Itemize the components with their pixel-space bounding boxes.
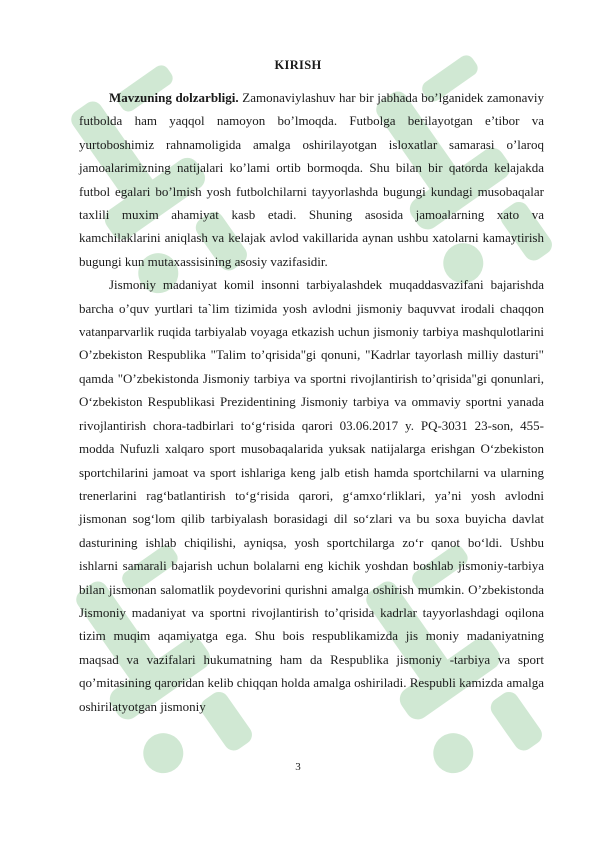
paragraph-physical-culture: Jismoniy madaniyat komil insonni tarbiyalashdek muqaddasvazifani bajarishda barcha o’quv yurtlari ta`lim tizimida yosh avlodni jismoniy baquvvat irodali chaqqon vatanparvarlik ruqida tarbiyalab voyaga etkazish uchun jismoniy tarbiya mashqulotlarini O’zbekiston Respublika "Talim to’qrisida"gi qonuni, "Kadrlar tayorlash milliy dasturi" qamda "O’zbekistonda Jismoniy tarbiya va sportni rivojlantirish to’qrisida"gi qonunlari, O‘zbekiston Respublikasi Prezidentining Jismoniy tarbiya va ommaviy sportni yanada rivojlantirish chora-tadbirlari to‘g‘risida qarori 03.06.2017 y. PQ-3031 23-son, 455- modda Nufuzli xalqaro sport musobaqalarida yuksak natijalarga erishgan O‘zbekiston sportchilarini jamoat va sport ishlariga keng jalb etish hamda sportchilarni va ularning trenerlarini rag‘batlantirish to‘g‘risida qarori, g‘amxo‘rliklari, ya’ni yosh avlodni jismonan sog‘lom qilib tarbiyalash borasidagi dil so‘zlari va bu soxa buyicha davlat dasturining ishlab chiqilishi, ayniqsa, yosh sportchilarga zo‘r qanot bo‘ldi. Ushbu ishlarni samarali bajarish uchun bolalarni eng kichik yoshdan boshlab jismoniy-tarbiya bilan jismonan salomatlik poydevorini qurishni amalga oshirish mumkin. O’zbekistonda Jismoniy madaniyat va sportni rivojlantirish to’qrisida kadrlar tayyorlashdagi oqilona tizim muqim aqamiyatga ega. Shu bois respublikamizda jis moniy madaniyatning maqsad va vazifalari hukumatning ham da Respublika jismoniy -tarbiya va sport qo’mitasining qaroridan kelib chiqqan holda amalga oshiriladi. Respubli kamizda amalga oshirilatyotgan jismoniy xyxy=(79,277,544,714)
paragraph-relevance xyxy=(79,86,544,273)
paragraph-lead: Mavzuning dolzarbligi. xyxy=(109,90,239,105)
page-title: KIRISH xyxy=(274,58,322,72)
document-body xyxy=(79,86,544,718)
paragraph-text: Zamonaviylashuv har bir jabhada bo’lganidek zamonaviy futbolda ham yaqqol namoyon bo’lmoqda. Futbolga berilayotgan e’tibor va yurtoboshimiz rahnamoligida amalga oshirilayotgan isloxatlar samarasi o’laroq jamoalarimizning natijalari ko’lami ortib bormoqda. Shu bilan bir qatorda kelajakda futbol egalari bo’lmish yosh futbolchilarni tayyorlashda bugungi kundagi musobaqalar taxlili muxim ahamiyat kasb etadi. Shuning asosida jamoalarning xato va kamchilaklarini aniqlash va kelajak avlod vakillarida aynan ushbu xatolarni kamaytirish bugungi kun mutaxassisining asosiy vazifasidir. xyxy=(79,90,545,269)
page-number: 3 xyxy=(295,761,301,773)
